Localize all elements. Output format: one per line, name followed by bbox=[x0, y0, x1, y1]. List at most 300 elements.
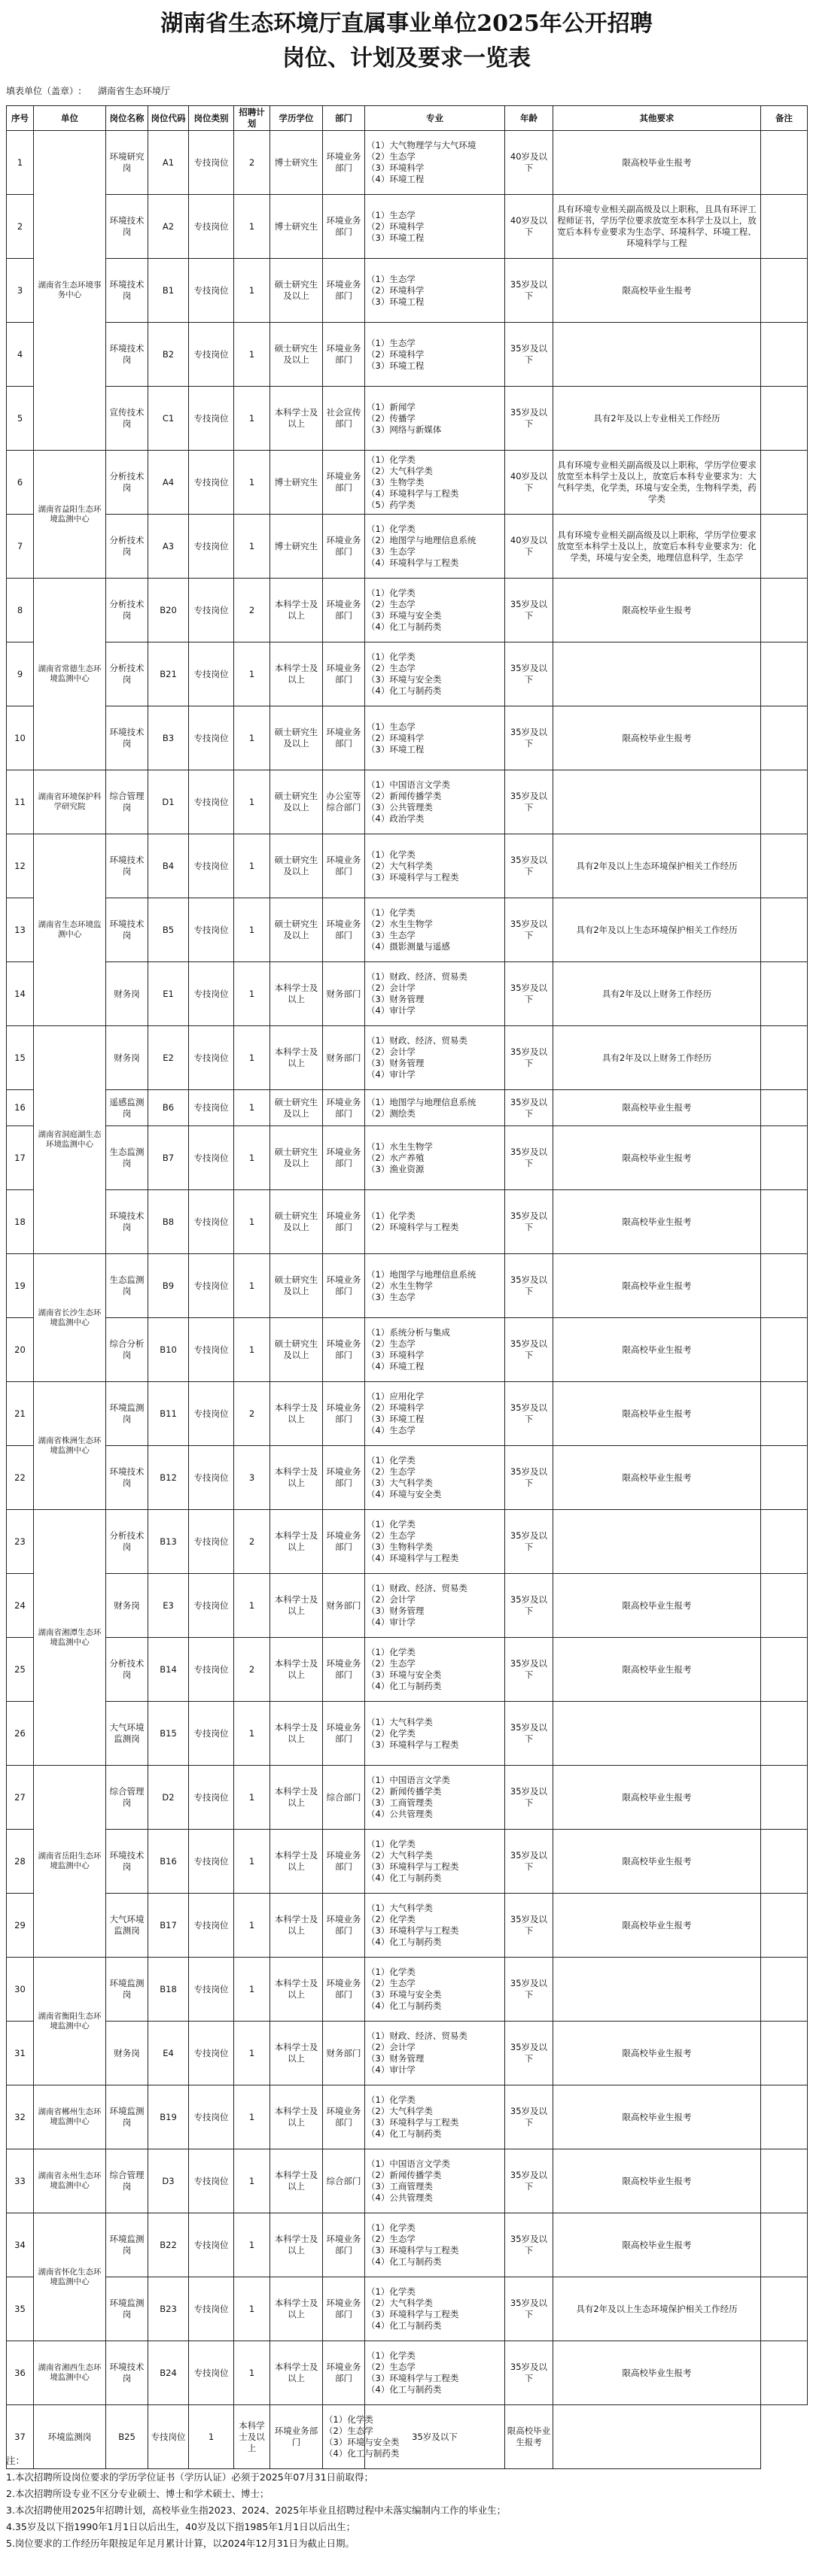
table-row bbox=[7, 387, 808, 451]
post-code: B12 bbox=[148, 1446, 189, 1510]
major-item: （1）化学类 bbox=[367, 524, 416, 534]
post-category: 专技岗位 bbox=[189, 1766, 234, 1830]
table-row bbox=[7, 2149, 808, 2213]
table-row bbox=[7, 1090, 808, 1126]
table-row bbox=[7, 1382, 808, 1446]
remark bbox=[761, 1090, 808, 1126]
education: 本科学士及以上 bbox=[270, 1382, 323, 1446]
department: 环境业务部门 bbox=[323, 1126, 365, 1190]
major-list bbox=[365, 962, 505, 1026]
department: 财务部门 bbox=[323, 2022, 365, 2085]
age-limit: 35岁及以下 bbox=[505, 706, 553, 770]
department: 办公室等综合部门 bbox=[323, 770, 365, 834]
major-item: （1）应用化学 bbox=[367, 1391, 425, 1402]
post-code: B16 bbox=[148, 1830, 189, 1894]
other-requirements: 限高校毕业生报考 bbox=[553, 1446, 761, 1510]
post-category: 专技岗位 bbox=[189, 387, 234, 451]
department: 环境业务部门 bbox=[323, 1382, 365, 1446]
major-item: （4）环境科学与工程类 bbox=[367, 1553, 459, 1563]
post-category: 专技岗位 bbox=[189, 195, 234, 259]
post-category: 专技岗位 bbox=[189, 1318, 234, 1382]
table-row bbox=[7, 259, 808, 323]
page-title-line1: 湖南省生态环境厅直属事业单位2025年公开招聘 bbox=[160, 11, 653, 37]
recruit-plan: 1 bbox=[234, 2277, 270, 2341]
education: 硕士研究生及以上 bbox=[270, 706, 323, 770]
major-item: （4）审计学 bbox=[367, 1005, 416, 1016]
age-limit: 35岁及以下 bbox=[505, 1574, 553, 1638]
post-code: B20 bbox=[148, 579, 189, 642]
education: 本科学士及以上 bbox=[234, 2405, 270, 2469]
major-list bbox=[365, 451, 505, 515]
other-requirements: 具有2年及以上专业相关工作经历 bbox=[553, 387, 761, 451]
major-item: （1）化学类 bbox=[367, 849, 416, 860]
major-list bbox=[365, 387, 505, 451]
recruit-plan: 1 bbox=[234, 2149, 270, 2213]
major-item: （2）生态学 bbox=[367, 2234, 416, 2244]
recruit-plan: 1 bbox=[234, 1254, 270, 1318]
post-code: A1 bbox=[148, 131, 189, 195]
education: 硕士研究生及以上 bbox=[270, 1090, 323, 1126]
department: 财务部门 bbox=[323, 1026, 365, 1090]
major-item: （2）会计学 bbox=[367, 2042, 416, 2052]
col-header-post: 岗位名称 bbox=[106, 106, 148, 131]
department: 环境业务部门 bbox=[323, 1830, 365, 1894]
major-item: （2）化学类 bbox=[367, 1914, 416, 1924]
major-item: （4）化工与制药类 bbox=[367, 1937, 442, 1947]
notes-label: 注： bbox=[6, 2455, 26, 2466]
post-category: 专技岗位 bbox=[189, 1638, 234, 1702]
post-category: 专技岗位 bbox=[189, 579, 234, 642]
post-code: E3 bbox=[148, 1574, 189, 1638]
education: 本科学士及以上 bbox=[270, 1026, 323, 1090]
major-item: （1）化学类 bbox=[367, 2222, 416, 2233]
post-code: B3 bbox=[148, 706, 189, 770]
major-item: （4）化工与制药类 bbox=[367, 2128, 442, 2139]
table-row bbox=[7, 1638, 808, 1702]
remark bbox=[761, 834, 808, 898]
major-list bbox=[365, 1638, 505, 1702]
education: 本科学士及以上 bbox=[270, 2341, 323, 2405]
table-row bbox=[7, 2213, 808, 2277]
post-name: 遥感监测岗 bbox=[106, 1090, 148, 1126]
education: 硕士研究生及以上 bbox=[270, 259, 323, 323]
post-name: 环境监测岗 bbox=[106, 2277, 148, 2341]
unit-name: 湖南省生态环境监测中心 bbox=[34, 834, 106, 1026]
row-number: 28 bbox=[7, 1830, 34, 1894]
major-item: （4）政治学类 bbox=[367, 813, 425, 824]
post-name: 环境技术岗 bbox=[106, 195, 148, 259]
major-item: （3）财务管理 bbox=[367, 994, 425, 1004]
remark bbox=[761, 1574, 808, 1638]
major-list bbox=[365, 1126, 505, 1190]
post-name: 环境监测岗 bbox=[106, 1958, 148, 2022]
row-number: 25 bbox=[7, 1638, 34, 1702]
major-item: （1）化学类 bbox=[324, 2414, 373, 2425]
major-list bbox=[365, 1026, 505, 1090]
major-item: （2）大气科学类 bbox=[367, 465, 433, 476]
recruit-plan: 2 bbox=[234, 131, 270, 195]
recruit-plan: 1 bbox=[234, 259, 270, 323]
post-code: C1 bbox=[148, 387, 189, 451]
table-row bbox=[7, 642, 808, 706]
major-list bbox=[365, 1254, 505, 1318]
table-row bbox=[7, 1574, 808, 1638]
other-requirements: 具有2年及以上生态环境保护相关工作经历 bbox=[553, 2277, 761, 2341]
remark bbox=[761, 962, 808, 1026]
major-item: （2）新闻传播学类 bbox=[367, 2170, 442, 2180]
major-item: （1）财政、经济、贸易类 bbox=[367, 1583, 467, 1593]
table-row bbox=[7, 1026, 808, 1090]
major-item: （1）生态学 bbox=[367, 273, 416, 284]
major-item: （2）生态学 bbox=[367, 1530, 416, 1541]
post-name: 环境技术岗 bbox=[106, 706, 148, 770]
col-header-department: 部门 bbox=[323, 106, 365, 131]
major-item: （2）环境科学 bbox=[367, 732, 425, 743]
major-item: （3）环境工程 bbox=[367, 1414, 425, 1424]
unit-name: 湖南省株洲生态环境监测中心 bbox=[34, 1382, 106, 1510]
major-item: （2）环境科学 bbox=[367, 348, 425, 360]
major-item: （2）新闻传播学类 bbox=[367, 1786, 442, 1797]
table-row bbox=[7, 1510, 808, 1574]
education: 硕士研究生及以上 bbox=[270, 834, 323, 898]
post-name: 综合管理岗 bbox=[106, 770, 148, 834]
post-code: B11 bbox=[148, 1382, 189, 1446]
major-item: （2）大气科学类 bbox=[367, 2106, 433, 2116]
post-name: 环境技术岗 bbox=[106, 1830, 148, 1894]
major-item: （1）大气科学类 bbox=[367, 1903, 433, 1913]
post-name: 财务岗 bbox=[106, 1574, 148, 1638]
major-item: （3）环境与安全类 bbox=[367, 1989, 442, 2000]
post-code: D3 bbox=[148, 2149, 189, 2213]
row-number: 8 bbox=[7, 579, 34, 642]
department: 环境业务部门 bbox=[323, 1958, 365, 2022]
major-list bbox=[365, 1830, 505, 1894]
major-item: （4）化工与制药类 bbox=[367, 621, 442, 632]
major-item: （3）环境与安全类 bbox=[324, 2437, 400, 2447]
major-list bbox=[365, 1382, 505, 1446]
recruit-plan: 1 bbox=[234, 1126, 270, 1190]
page-title-line2: 岗位、计划及要求一览表 bbox=[282, 45, 531, 71]
department: 环境业务部门 bbox=[323, 2085, 365, 2149]
other-requirements bbox=[553, 642, 761, 706]
major-item: （1）化学类 bbox=[367, 1647, 416, 1657]
filling-unit-name: 湖南省生态环境厅 bbox=[98, 86, 171, 96]
table-row bbox=[7, 770, 808, 834]
major-list bbox=[365, 2149, 505, 2213]
other-requirements: 限高校毕业生报考 bbox=[553, 2341, 761, 2405]
post-category: 专技岗位 bbox=[189, 2277, 234, 2341]
age-limit: 35岁及以下 bbox=[505, 1090, 553, 1126]
major-item: （1）化学类 bbox=[367, 1967, 416, 1977]
row-number: 33 bbox=[7, 2149, 34, 2213]
major-item: （2）传播学 bbox=[367, 412, 416, 424]
education: 博士研究生 bbox=[270, 195, 323, 259]
other-requirements: 限高校毕业生报考 bbox=[553, 1574, 761, 1638]
table-row bbox=[7, 1190, 808, 1254]
recruit-plan: 1 bbox=[234, 1026, 270, 1090]
major-item: （2）生态学 bbox=[367, 1338, 416, 1349]
major-item: （2）生态学 bbox=[367, 1658, 416, 1669]
post-name: 环境研究岗 bbox=[106, 131, 148, 195]
major-list bbox=[365, 579, 505, 642]
filling-unit-label: 填表单位（盖章）: bbox=[6, 86, 82, 96]
row-number: 15 bbox=[7, 1026, 34, 1090]
major-item: （3）生态学 bbox=[367, 930, 416, 940]
department: 环境业务部门 bbox=[323, 1638, 365, 1702]
major-item: （2）生态学 bbox=[367, 663, 416, 673]
major-item: （4）环境工程 bbox=[367, 174, 425, 184]
education: 博士研究生 bbox=[270, 131, 323, 195]
major-list bbox=[365, 1958, 505, 2022]
remark bbox=[761, 1638, 808, 1702]
table-header-row bbox=[7, 106, 808, 131]
col-header-category: 岗位类别 bbox=[189, 106, 234, 131]
post-category: 专技岗位 bbox=[189, 1254, 234, 1318]
post-name: 综合管理岗 bbox=[106, 1766, 148, 1830]
major-item: （3）财务管理 bbox=[367, 2053, 425, 2064]
post-category: 专技岗位 bbox=[189, 1830, 234, 1894]
post-category: 专技岗位 bbox=[189, 1190, 234, 1254]
post-name: 环境技术岗 bbox=[106, 1446, 148, 1510]
post-category: 专技岗位 bbox=[189, 2022, 234, 2085]
post-name: 大气环境监测岗 bbox=[106, 1894, 148, 1958]
major-list bbox=[365, 2341, 505, 2405]
major-item: （4）化工与制药类 bbox=[367, 1681, 442, 1691]
col-header-major: 专业 bbox=[365, 106, 505, 131]
remark bbox=[761, 2213, 808, 2277]
major-item: （3）环境科学与工程类 bbox=[367, 871, 459, 882]
post-category: 专技岗位 bbox=[189, 642, 234, 706]
department: 环境业务部门 bbox=[323, 1190, 365, 1254]
table-row bbox=[7, 515, 808, 579]
education: 本科学士及以上 bbox=[270, 2022, 323, 2085]
remark bbox=[761, 579, 808, 642]
row-number: 5 bbox=[7, 387, 34, 451]
education: 硕士研究生及以上 bbox=[270, 898, 323, 962]
age-limit: 40岁及以下 bbox=[505, 451, 553, 515]
other-requirements: 限高校毕业生报考 bbox=[553, 2213, 761, 2277]
table-row bbox=[7, 962, 808, 1026]
recruit-plan: 1 bbox=[234, 1090, 270, 1126]
major-item: （4）化工与制药类 bbox=[367, 2000, 442, 2011]
remark bbox=[761, 706, 808, 770]
table-row bbox=[7, 131, 808, 195]
education: 本科学士及以上 bbox=[270, 1894, 323, 1958]
major-item: （4）环境科学与工程类 bbox=[367, 488, 459, 499]
recruit-plan: 1 bbox=[234, 706, 270, 770]
post-name: 综合管理岗 bbox=[106, 2149, 148, 2213]
education: 硕士研究生及以上 bbox=[270, 1254, 323, 1318]
post-code: B9 bbox=[148, 1254, 189, 1318]
post-category: 专技岗位 bbox=[189, 1894, 234, 1958]
recruitment-table bbox=[6, 105, 808, 2469]
major-item: （3）环境与安全类 bbox=[367, 610, 442, 621]
major-list bbox=[365, 195, 505, 259]
major-item: （2）生态学 bbox=[367, 1978, 416, 1988]
row-number: 34 bbox=[7, 2213, 34, 2277]
col-header-code: 岗位代码 bbox=[148, 106, 189, 131]
remark bbox=[761, 1126, 808, 1190]
post-category: 专技岗位 bbox=[189, 962, 234, 1026]
recruit-plan: 2 bbox=[234, 579, 270, 642]
table-row bbox=[7, 1830, 808, 1894]
age-limit: 35岁及以下 bbox=[505, 1318, 553, 1382]
note-item: 5.岗位要求的工作经历年限按足年足月累计计算，以2024年12月31日为截止日期。 bbox=[6, 2538, 355, 2549]
age-limit: 35岁及以下 bbox=[505, 323, 553, 387]
major-item: （1）生态学 bbox=[367, 721, 416, 732]
education: 本科学士及以上 bbox=[270, 2085, 323, 2149]
department: 环境业务部门 bbox=[323, 515, 365, 579]
major-item: （2）会计学 bbox=[367, 1046, 416, 1057]
col-header-other: 其他要求 bbox=[553, 106, 761, 131]
remark bbox=[761, 770, 808, 834]
post-category: 专技岗位 bbox=[189, 1090, 234, 1126]
recruit-plan: 2 bbox=[234, 1510, 270, 1574]
post-category: 专技岗位 bbox=[189, 1026, 234, 1090]
education: 本科学士及以上 bbox=[270, 2213, 323, 2277]
other-requirements: 限高校毕业生报考 bbox=[553, 259, 761, 323]
note-item: 1.本次招聘所设岗位要求的学历学位证书（学历认证）必须于2025年07月31日前取得； bbox=[6, 2471, 374, 2483]
post-code: B18 bbox=[148, 1958, 189, 2022]
major-item: （3）环境科学与工程类 bbox=[367, 1739, 459, 1750]
unit-name: 湖南省永州生态环境监测中心 bbox=[34, 2149, 106, 2213]
major-list bbox=[365, 1574, 505, 1638]
department: 环境业务部门 bbox=[323, 579, 365, 642]
major-item: （1）财政、经济、贸易类 bbox=[367, 1035, 467, 1046]
post-name: 大气环境监测岗 bbox=[106, 1702, 148, 1766]
post-name: 生态监测岗 bbox=[106, 1254, 148, 1318]
unit-name: 湖南省益阳生态环境监测中心 bbox=[34, 451, 106, 579]
remark bbox=[761, 898, 808, 962]
other-requirements: 具有环境专业相关副高级及以上职称，且具有环评工程师证书，学历学位要求放宽至本科学士及以上，放宽后本科专业要求为生态学、环境科学、环境工程、环境科学与工程 bbox=[553, 195, 761, 259]
department: 环境业务部门 bbox=[323, 131, 365, 195]
remark bbox=[761, 1382, 808, 1446]
table-row bbox=[7, 1958, 808, 2022]
post-code: B2 bbox=[148, 323, 189, 387]
other-requirements bbox=[553, 1958, 761, 2022]
age-limit: 35岁及以下 bbox=[505, 579, 553, 642]
age-limit: 35岁及以下 bbox=[505, 2085, 553, 2149]
department: 社会宣传部门 bbox=[323, 387, 365, 451]
post-code: B8 bbox=[148, 1190, 189, 1254]
age-limit: 35岁及以下 bbox=[505, 2022, 553, 2085]
major-item: （3）环境科学与工程类 bbox=[367, 1861, 459, 1872]
table-row bbox=[7, 834, 808, 898]
education: 本科学士及以上 bbox=[270, 579, 323, 642]
unit-name: 湖南省湘潭生态环境监测中心 bbox=[34, 1510, 106, 1766]
major-item: （3）生物科学类 bbox=[367, 1542, 433, 1552]
age-limit: 35岁及以下 bbox=[505, 1638, 553, 1702]
other-requirements: 限高校毕业生报考 bbox=[553, 1638, 761, 1702]
major-item: （1）化学类 bbox=[367, 652, 416, 662]
education: 硕士研究生及以上 bbox=[270, 1190, 323, 1254]
post-name: 综合分析岗 bbox=[106, 1318, 148, 1382]
row-number: 22 bbox=[7, 1446, 34, 1510]
major-item: （2）生态学 bbox=[324, 2426, 373, 2436]
age-limit: 35岁及以下 bbox=[505, 1510, 553, 1574]
major-item: （2）生态学 bbox=[367, 151, 416, 162]
major-item: （2）环境科学与工程类 bbox=[367, 1222, 459, 1232]
table-row bbox=[7, 1254, 808, 1318]
row-number: 6 bbox=[7, 451, 34, 515]
major-item: （2）地图学与地理信息系统 bbox=[367, 535, 477, 545]
department: 环境业务部门 bbox=[323, 1702, 365, 1766]
post-name: 财务岗 bbox=[106, 962, 148, 1026]
major-item: （3）公共管理类 bbox=[367, 802, 433, 813]
major-item: （4）摄影测量与遥感 bbox=[367, 941, 450, 952]
col-header-education: 学历学位 bbox=[270, 106, 323, 131]
education: 博士研究生 bbox=[270, 451, 323, 515]
table-row bbox=[7, 323, 808, 387]
education: 本科学士及以上 bbox=[270, 1446, 323, 1510]
age-limit: 35岁及以下 bbox=[505, 834, 553, 898]
remark bbox=[761, 1254, 808, 1318]
post-name: 分析技术岗 bbox=[106, 642, 148, 706]
table-row bbox=[7, 1894, 808, 1958]
post-name: 环境监测岗 bbox=[106, 2085, 148, 2149]
other-requirements: 具有2年及以上生态环境保护相关工作经历 bbox=[553, 834, 761, 898]
post-code: B6 bbox=[148, 1090, 189, 1126]
post-name: 财务岗 bbox=[106, 2022, 148, 2085]
major-item: （3）生物学类 bbox=[367, 476, 425, 488]
department: 财务部门 bbox=[323, 962, 365, 1026]
major-list bbox=[365, 259, 505, 323]
remark bbox=[761, 1446, 808, 1510]
major-item: （2）会计学 bbox=[367, 983, 416, 993]
post-name: 环境技术岗 bbox=[106, 259, 148, 323]
major-item: （4）化工与制药类 bbox=[324, 2448, 400, 2459]
post-name: 环境监测岗 bbox=[106, 2213, 148, 2277]
recruit-plan: 1 bbox=[234, 834, 270, 898]
age-limit: 35岁及以下 bbox=[505, 1894, 553, 1958]
major-item: （3）财务管理 bbox=[367, 1605, 425, 1616]
age-limit: 35岁及以下 bbox=[505, 2149, 553, 2213]
post-code: B4 bbox=[148, 834, 189, 898]
major-item: （4）环境与安全类 bbox=[367, 1489, 442, 1499]
post-category: 专技岗位 bbox=[189, 898, 234, 962]
other-requirements: 限高校毕业生报考 bbox=[553, 1894, 761, 1958]
major-list bbox=[365, 515, 505, 579]
post-category: 专技岗位 bbox=[189, 1958, 234, 2022]
unit-name: 湖南省长沙生态环境监测中心 bbox=[34, 1254, 106, 1382]
row-number: 32 bbox=[7, 2085, 34, 2149]
post-code: A3 bbox=[148, 515, 189, 579]
major-item: （1）大气物理学与大气环境 bbox=[367, 140, 477, 150]
department: 环境业务部门 bbox=[323, 451, 365, 515]
post-category: 专技岗位 bbox=[189, 1446, 234, 1510]
remark bbox=[761, 1830, 808, 1894]
education: 本科学士及以上 bbox=[270, 1510, 323, 1574]
col-header-no: 序号 bbox=[7, 106, 34, 131]
table-row bbox=[7, 195, 808, 259]
recruit-plan: 1 bbox=[234, 2022, 270, 2085]
major-item: （1）生态学 bbox=[367, 337, 416, 348]
other-requirements: 具有2年及以上财务工作经历 bbox=[553, 962, 761, 1026]
major-list bbox=[365, 1318, 505, 1382]
post-name: 环境监测岗 bbox=[106, 1382, 148, 1446]
age-limit: 35岁及以下 bbox=[505, 962, 553, 1026]
remark bbox=[761, 2341, 808, 2405]
row-number: 16 bbox=[7, 1090, 34, 1126]
post-name: 生态监测岗 bbox=[106, 1126, 148, 1190]
row-number: 29 bbox=[7, 1894, 34, 1958]
major-item: （3）环境科学与工程类 bbox=[367, 1925, 459, 1936]
table-row bbox=[7, 898, 808, 962]
department: 环境业务部门 bbox=[270, 2405, 323, 2469]
remark bbox=[761, 387, 808, 451]
major-item: （3）工商管理类 bbox=[367, 2181, 433, 2192]
recruit-plan: 1 bbox=[234, 1830, 270, 1894]
